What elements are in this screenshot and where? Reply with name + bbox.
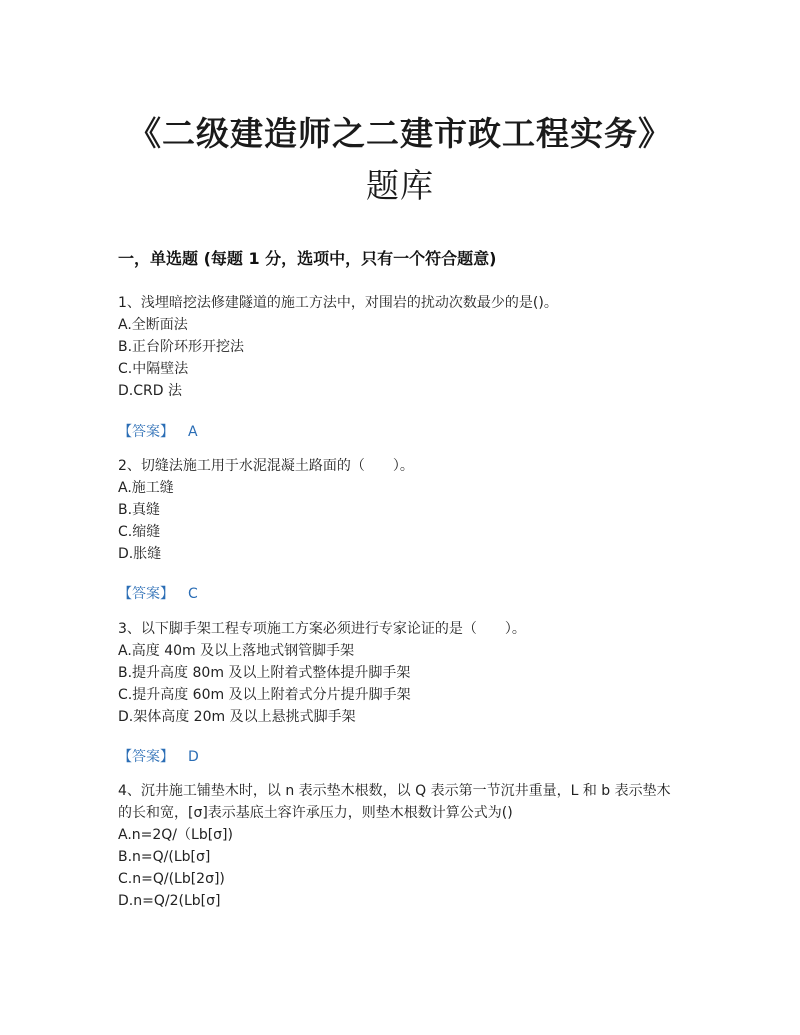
question-text: 2、切缝法施工用于水泥混凝土路面的（ ）。 bbox=[118, 458, 414, 474]
option-d: D.胀缝 bbox=[118, 546, 162, 562]
option-d: D.架体高度 20m 及以上悬挑式脚手架 bbox=[118, 709, 356, 725]
question-text: 3、以下脚手架工程专项施工方案必须进行专家论证的是（ ）。 bbox=[118, 621, 526, 637]
question-text: 1、浅埋暗挖法修建隧道的施工方法中，对围岩的扰动次数最少的是()。 bbox=[118, 295, 558, 311]
question-3 bbox=[118, 618, 683, 728]
document-title: 《二级建造师之二建市政工程实务》 bbox=[128, 114, 672, 153]
option-a: A.全断面法 bbox=[118, 317, 188, 333]
answer-1 bbox=[118, 421, 198, 441]
answer-value: A bbox=[188, 424, 198, 440]
answer-label: 【答案】 bbox=[118, 749, 174, 765]
option-b: B.n=Q/(Lb[σ] bbox=[118, 849, 211, 865]
option-b: B.真缝 bbox=[118, 502, 161, 518]
option-c: C.缩缝 bbox=[118, 524, 161, 540]
question-2 bbox=[118, 455, 683, 565]
option-a: A.施工缝 bbox=[118, 480, 174, 496]
answer-2 bbox=[118, 583, 198, 603]
option-b: B.提升高度 80m 及以上附着式整体提升脚手架 bbox=[118, 665, 411, 681]
question-4 bbox=[118, 780, 683, 912]
answer-label: 【答案】 bbox=[118, 424, 174, 440]
document-subtitle: 题库 bbox=[366, 166, 434, 205]
answer-value: C bbox=[188, 586, 198, 602]
answer-label: 【答案】 bbox=[118, 586, 174, 602]
section-heading: 一，单选题 (每题 1 分，选项中，只有一个符合题意) bbox=[118, 249, 497, 268]
option-c: C.n=Q/(Lb[2σ]) bbox=[118, 871, 225, 887]
answer-3 bbox=[118, 746, 199, 766]
option-c: C.提升高度 60m 及以上附着式分片提升脚手架 bbox=[118, 687, 411, 703]
question-text: 4、沉井施工铺垫木时，以 n 表示垫木根数，以 Q 表示第一节沉井重量，L 和 b 表示垫木的长和宽，[σ]表示基底土容许承压力，则垫木根数计算公式为() bbox=[118, 783, 671, 821]
answer-value: D bbox=[188, 749, 199, 765]
option-a: A.n=2Q/（Lb[σ]) bbox=[118, 827, 233, 843]
option-d: D.n=Q/2(Lb[σ] bbox=[118, 893, 221, 909]
option-b: B.正台阶环形开挖法 bbox=[118, 339, 245, 355]
option-c: C.中隔壁法 bbox=[118, 361, 189, 377]
option-a: A.高度 40m 及以上落地式钢管脚手架 bbox=[118, 643, 355, 659]
option-d: D.CRD 法 bbox=[118, 383, 182, 399]
question-1 bbox=[118, 292, 683, 402]
